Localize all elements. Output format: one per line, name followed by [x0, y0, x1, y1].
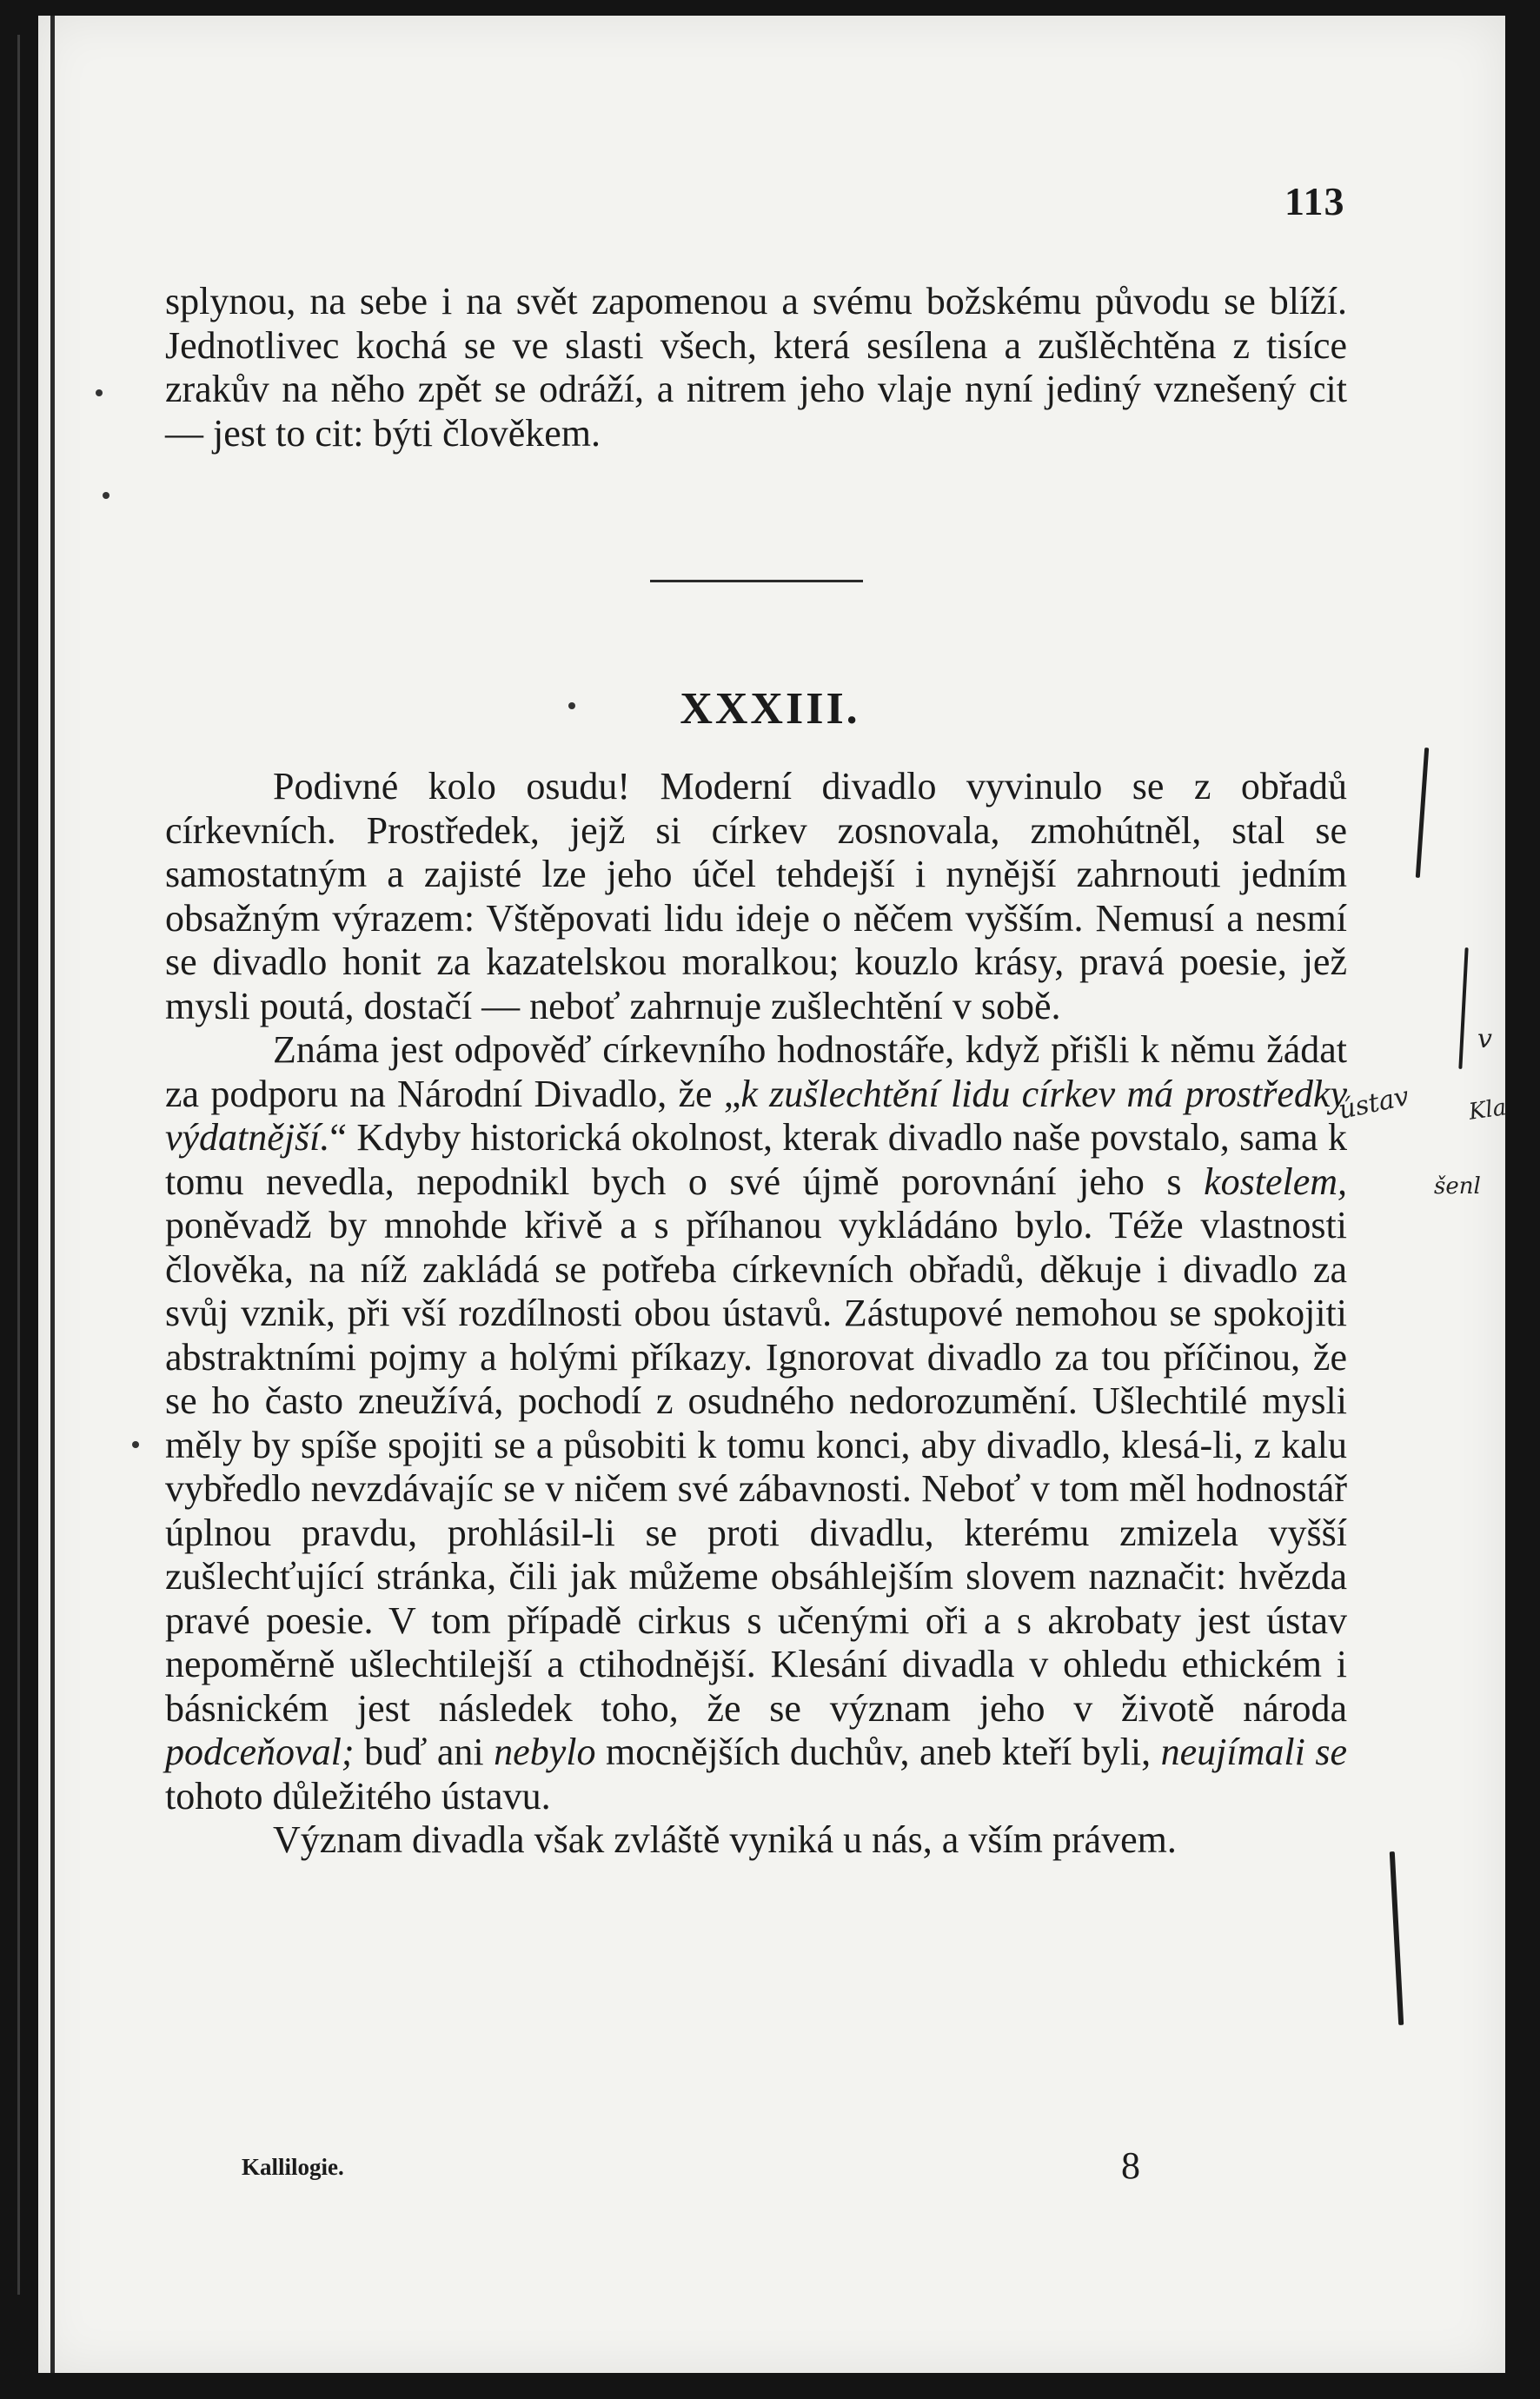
italic-neujimali: neujímali se [1160, 1731, 1348, 1773]
italic-nebylo: nebylo [494, 1731, 596, 1773]
italic-podcenoval: podceňoval; [165, 1731, 355, 1773]
paragraph-3-part-f: tohoto důležitého ústavu. [165, 1774, 551, 1818]
paragraph-2-text: Podivné kolo osudu! Moderní divadlo vyvinulo se z obřadů církevních. Prostředek, jejž si církev zosnovala, zmohútněl, stal se samostatným a zajisté lze jeho účel tehdejší i nynější zahrnouti jedním obsažným výrazem: Vštěpovati lidu ideje o něčem vyšším. Nemusí a nesmí se divadlo honit za kazatelskou moralkou; kouzlo krásy, pravá poesie, jež mysli poutá, dostačí — neboť zahrnuje zušlechtění v sobě. [165, 765, 1347, 1027]
ink-speck [96, 389, 103, 396]
paragraph-3-part-d: buď ani [354, 1731, 495, 1773]
handwritten-note: ústav [1336, 1080, 1412, 1126]
ink-speck [132, 1441, 139, 1448]
sheet-number: 8 [1121, 2144, 1140, 2187]
sheet-signature: Kallilogie. [242, 2154, 344, 2180]
italic-quote: k zušlechtění lidu církev má prostředky výdatnější. [165, 1072, 1347, 1159]
paragraph-3-part-b: “ Kdyby historická okolnost, kterak divadlo naše povstalo, sama k tomu nevedla, nepodnikl bych o své újmě porovnání jeho s [165, 1116, 1347, 1203]
paragraph-continuation [165, 280, 1347, 455]
paragraph-3 [165, 1028, 1347, 1818]
chapter-body [165, 765, 1347, 1863]
ink-speck [568, 702, 575, 709]
binding-edge [17, 35, 20, 2295]
binding-line [50, 16, 55, 2373]
paragraph-2 [165, 765, 1347, 1028]
paragraph-4-text: Význam divadla však zvláště vyniká u nás, a vším právem. [273, 1818, 1177, 1861]
paragraph-4 [165, 1818, 1347, 1863]
handwritten-note: v [1477, 1024, 1492, 1054]
paragraph-3-part-c: poněvadž by mnohde křivě a s příhanou vykládáno bylo. Téže vlastnosti člověka, na níž zakládá se potřeba církevních obřadů, děkuje i divadlo za svůj vznik, při vší rozdílnosti obou ústavů. Zástupové nemohou se spokojiti abstraktními pojmy a holými příkazy. Ignorovat divadlo za tou příčinou, že se ho často zneužívá, pochodí z osudného nedorozumění. Ušlechtilé mysli měly by spíše spojiti se a působiti k tomu konci, aby divadlo, klesá-li, z kalu vybředlo nevzdávajíc se v ničem své zábavnosti. Neboť v tom měl hodnostář úplnou pravdu, prohlásil-li se proti divadlu, kterému zmizela vyšší zušlechťující stránka, čili jak můžeme obsáhlejším slovem naznačit: hvězda pravé poesie. V tom případě cirkus s učenými oři a s akrobaty jest ústav nepoměrně ušlechtilejší a ctihodnější. Klesání divadla v ohledu ethickém i básnickém jest následek toho, že se význam jeho v životě národa [165, 1204, 1347, 1730]
chapter-title: XXXIII. [680, 684, 860, 734]
section-divider [650, 580, 863, 582]
page-number: 113 [1284, 179, 1345, 223]
paragraph-3-part-a: Známa jest odpověď církevního hodnostáře, když přišli k němu žádat za podporu na Národní Divadlo, že „ [165, 1028, 1347, 1115]
paragraph-3-part-e: mocnějších duchův, aneb kteří byli, [595, 1731, 1161, 1773]
paragraph-1-text: splynou, na sebe i na svět zapomenou a svému božskému původu se blíží. Jednotlivec kochá se ve slasti všech, která sesílena a zušlěchtěna z tisíce zrakův na něho zpět se odráží, a nitrem jeho vlaje nyní jediný vznešený cit — jest to cit: býti člověkem. [165, 280, 1347, 455]
ink-speck [103, 492, 110, 499]
handwritten-note: šenl [1434, 1173, 1481, 1200]
italic-kostelem: kostelem, [1204, 1160, 1347, 1203]
handwritten-note: Kla [1467, 1094, 1509, 1126]
